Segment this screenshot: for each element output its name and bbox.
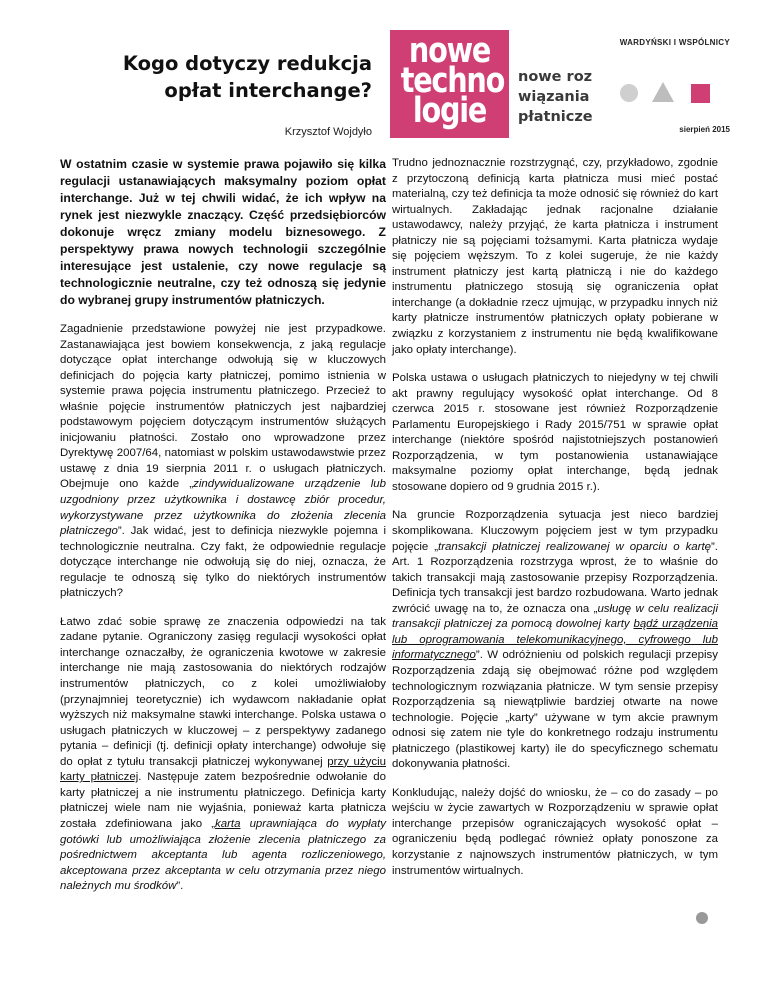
quoted-definition: zindywidualizowane urządzenie lub uzgodniony przez użytkownika i dostawcę zbiór procedur, wykorzystywane przez użytkownika do złożenia zlecenia płatniczego [60,478,386,538]
subtitle-line-1: nowe roz [518,69,593,85]
logo-line-1: nowe [408,31,491,71]
left-column [60,156,386,908]
quoted-definition: transakcji płatniczej realizowanej w oparciu o kartę [438,540,711,553]
article-title [60,50,372,104]
paragraph: Polska ustawa o usługach płatniczych to niejedyny w tej chwili akt prawny regulujący wysokość opłat interchange. Od 8 czerwca 2015 r. stosowane jest również Rozporządzenie Parlamentu Europejskiego i Rady 2015/751 w sprawie opłat interchange (niektóre spośród najistotniejszych postanowień Rozporządzenia, w tym postanowienia ustanawiające maksymalne poziomy opłat interchange, będą jednak stosowane dopiero od 9 grudnia 2015 r.). [392,372,718,493]
underlined-phrase: przy użyciu karty płatniczej [60,755,386,784]
quoted-definition: uprawniająca do wypłaty gotówki lub umożliwiająca złożenie zlecenia płatniczego za pośrednictwem akceptanta lub agenta rozliczeniowego, akceptowana przez akceptanta w celu otrzymania przez niego należnych mu środków [60,817,386,893]
decorative-triangle-icon [652,82,674,102]
paragraph: Konkludując, należy dojść do wniosku, że – co do zasady – po wejściu w życie zawartych w Rozporządzeniu w sprawie opłat interchange przepisów ograniczających wysokość opłat – ograniczeniu będą podlegać również opłaty ponoszone za korzystanie z najnowszych instrumentów płatniczych, w tym instrumentów wirtualnych. [392,786,718,877]
paragraph: Zagadnienie przedstawione powyżej nie jest przypadkowe. Zastanawiająca jest bowiem konsekwencja, z jaką regulacje dotyczące opłat interchange odwołują się w kluczowych definicjach do pojęcia karty płatniczej, pomimo istnienia w systemie prawa pojęcia instrumentu płatniczego. Przecież to właśnie pojęcie instrumentów płatniczych jest najbardziej podstawowym pojęciem dotyczącym instrumentów służących inicjowaniu płatności. Zostało ono wprowadzone przez Dyrektywę 2007/64, natomiast w polskim ustawodawstwie przez ustawę z dnia 19 sierpnia 2011 r. o usługach płatniczych. Obejmuje ono każde „zindywidualizowane urządzenie lub uzgodniony przez użytkownika i dostawcę zbiór procedur, wykorzystywane przez użytkownika do złożenia zlecenia płatniczego”. Jak widać, jest to definicja niezwykle pojemna i technologicznie neutralna. Czy fakt, że odpowiednie regulacje dotyczące interchange nie odwołują się do niej, oznacza, że regulacje te odnoszą się tylko do niektórych instrumentów płatniczych? [60,323,386,600]
logo-line-2: techno [400,61,505,101]
firm-name: WARDYŃSKI I WSPÓLNICY [619,38,730,47]
nowe-technologie-logo [390,30,509,138]
quoted-definition: usługę w celu realizacji transakcji płatniczej za pomocą dowolnej karty [392,602,718,631]
lead-paragraph: W ostatnim czasie w systemie prawa pojawiło się kilka regulacji ustanawiających maksymalny poziom opłat interchange. Już w tej chwili widać, że ich wpływ na rynek jest niezwykle znaczący. Część przedsiębiorców dokonuje wręcz zmiany modelu biznesowego. Z perspektywy prawa nowych technologii szczególnie interesujące jest ustalenie, czy nowe regulacje są technologicznie neutralne, czy też odnoszą się jedynie do wybranej grupy instrumentów płatniczych. [60,157,386,307]
subtitle-line-3: płatnicze [518,109,593,125]
author-name: Krzysztof Wojdyło [284,126,372,138]
series-subtitle [518,67,593,127]
paragraph: Trudno jednoznacznie rozstrzygnąć, czy, przykładowo, zgodnie z przytoczoną definicją karta płatnicza musi mieć postać materialną, czy też definicja ta może odnosić się również do kart wirtualnych. Zakładając jednak racjonalne działanie ustawodawcy, należy przyjąć, że karta płatnicza i instrument płatniczy nie są pojęciami tożsamymi. Karta płatnicza wydaje się pojęciem węższym. To z kolei sugeruje, że nie każdy instrument płatniczy jest kartą płatniczą i nie do każdego instrumentu płatniczego stosują się ograniczenia opłat interchange (a dokładnie rzecz ujmując, w przypadku innych niż karty płatnicze instrumentów płatniczych opłaty pobierane w związku z korzystaniem z instrumentu nie będą kwalifikowane jako opłaty interchange). [392,157,718,356]
publication-date: sierpień 2015 [679,125,730,134]
title-line-2: opłat interchange? [164,79,372,102]
logo-line-3: logie [412,91,487,131]
right-column [392,156,718,892]
decorative-square-icon [691,84,710,103]
end-mark-icon [696,912,708,924]
decorative-circle-icon [620,84,638,102]
underlined-phrase: karta [215,817,241,830]
paragraph: Na gruncie Rozporządzenia sytuacja jest nieco bardziej skomplikowana. Kluczowym pojęciem jest w tym przypadku pojęcie „transakcji płatniczej realizowanej w oparciu o kartę”. Art. 1 Rozporządzenia rozstrzyga wprost, że to właśnie do takich transakcji mają zastosowanie przepisy Rozporządzenia. Definicja tych transakcji jest bardzo rozbudowana. Warto jednak zwrócić uwagę na to, że oznacza ona „usługę w celu realizacji transakcji płatniczej za pomocą dowolnej karty bądź urządzenia lub oprogramowania telekomunikacyjnego, cyfrowego lub informatycznego”. W odróżnieniu od polskich regulacji przepisy Rozporządzenia zdają się obejmować różne pod względem technologicznym rozwiązania płatnicze. W tym sensie przepisy Rozporządzenia są niewątpliwie bardziej otwarte na nowe technologie. Pojęcie „karty” używane w tym akcie prawnym odnosi się zatem nie tyle do konkretnego rodzaju instrumentu płatniczego (plastikowej karty) ile do specyficznego schematu dokonywania płatności. [392,509,718,771]
title-line-1: Kogo dotyczy redukcja [122,52,372,75]
subtitle-line-2: wiązania [518,89,590,105]
paragraph: Łatwo zdać sobie sprawę ze znaczenia odpowiedzi na tak zadane pytanie. Ograniczony zasięg regulacji wysokości opłat interchange oznaczałby, że ograniczenia kwotowe w zakresie interchange nie mają zastosowania do niektórych rodzajów instrumentów płatniczych, co z kolei umożliwiałoby (przynajmniej teoretycznie) ich wydawcom nakładanie opłat wyższych niż maksymalne stawki interchange. Polska ustawa o usługach płatniczych w kluczowej – z perspektywy zadanego pytania – definicji (tj. definicji opłaty interchange) odwołuje się do opłat z tytułu transakcji płatniczej wykonywanej przy użyciu karty płatniczej. Następuje zatem bezpośrednie odwołanie do karty płatniczej a nie instrumentu płatniczego. Definicja karty płatniczej wiele nam nie wyjaśnia, ponieważ karta płatnicza została zdefiniowana jako „karta uprawniająca do wypłaty gotówki lub umożliwiająca złożenie zlecenia płatniczego za pośrednictwem akceptanta lub agenta rozliczeniowego, akceptowana przez akceptanta w celu otrzymania przez niego należnych mu środków”. [60,615,386,893]
underlined-phrase: bądź urządzenia lub oprogramowania telekomunikacyjnego, cyfrowego lub informatycznego [392,618,718,662]
